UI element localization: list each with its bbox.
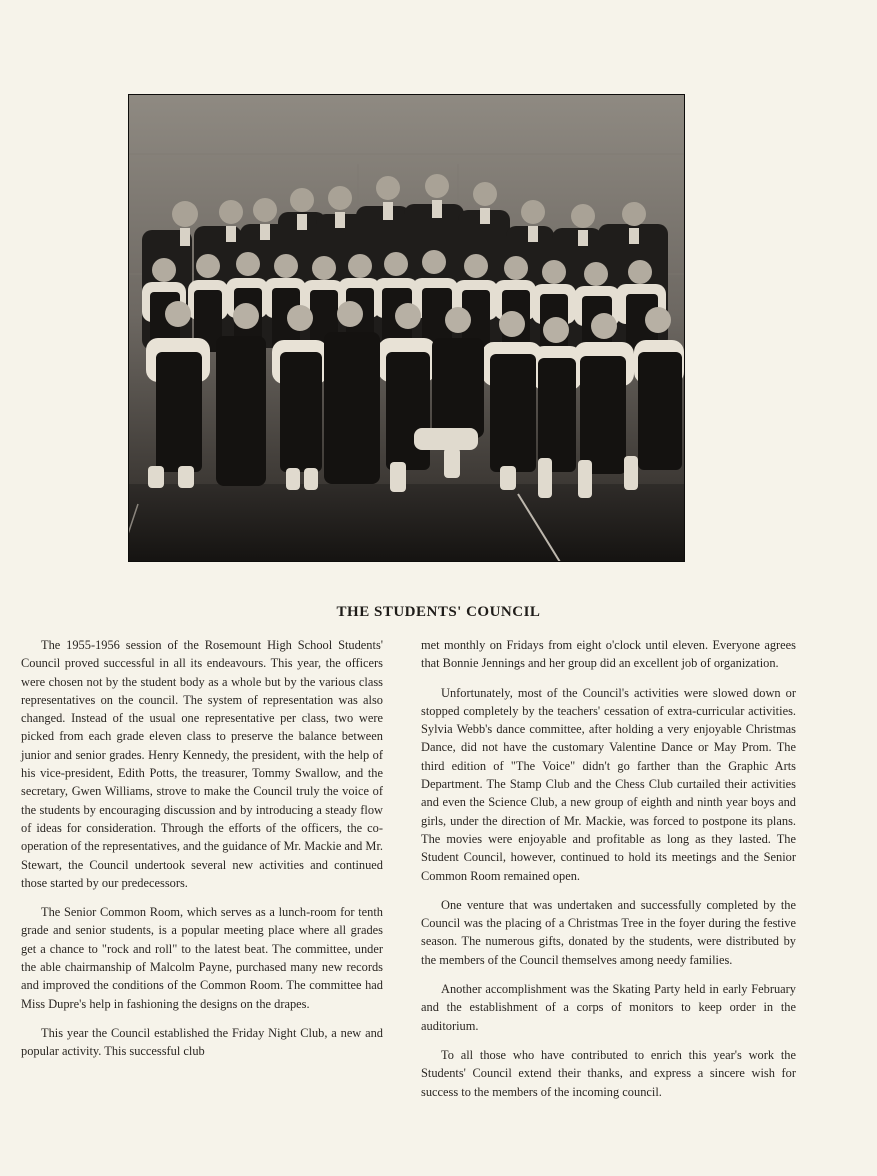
paragraph: The 1955-1956 session of the Rosemount High School Students' Council proved successful in all its endeavours. This year, the officers were chosen not by the student body as a whole but by the various class representatives on the council. The system of representation was also changed. Instead of the usual one representative per class, two were picked from each grade eleven class to preserve the balance between junior and senior grades. Henry Kennedy, the president, with the help of his vice-president, Edith Potts, the treasurer, Tommy Swallow, and the secretary, Gwen Williams, strove to make the Council truly the voice of the students by encouraging discussion and by introducing a steady flow of ideas for consideration. Through the efforts of the officers, the co-operation of the representatives, and the guidance of Mr. Mackie and Mr. Stewart, the Council undertook several new activities and continued those started by our predecessors.	[21, 638, 383, 890]
right-column	[421, 636, 796, 1112]
paragraph: Another accomplishment was the Skating Party held in early February and the establishment of a corps of monitors to keep order in the auditorium.	[421, 982, 796, 1033]
paragraph: This year the Council established the Friday Night Club, a new and popular activity. This successful club	[21, 1025, 383, 1059]
paragraph: One venture that was undertaken and successfully completed by the Council was the placing of a Christmas Tree in the foyer during the festive season. The numerous gifts, donated by the students, were distributed by the members of the Council themselves among needy families.	[421, 897, 796, 967]
article-title: THE STUDENTS' COUNCIL	[336, 604, 541, 620]
paragraph: The Senior Common Room, which serves as a lunch-room for tenth grade and senior students, is a popular meeting place where all grades get a chance to "rock and roll" to the latest beat. The committee, under the able chairmanship of Malcolm Payne, purchased many new records and improved the conditions of the Common Room. The committee had Miss Dupre's help in fashioning the designs on the drapes.	[21, 905, 383, 1011]
paragraph: Unfortunately, most of the Council's activities were slowed down or stopped completely by the teachers' cessation of extra-curricular activities. Sylvia Webb's dance committee, after holding a very enjoyable Christmas Dance, did not have the customary Valentine Dance or May Prom. The third edition of "The Voice" didn't go farther than the Graphic Arts Department. The Stamp Club and the Chess Club curtailed their activities and even the Science Club, a new group of eighth and ninth year boys and girls, under the direction of Mr. Mackie, was forced to postpone its plans. The movies were enjoyable and profitable as long as they lasted. The Student Council, however, continued to hold its meetings and the Senior Common Room remained open.	[421, 685, 796, 883]
group-photo-icon	[128, 94, 685, 562]
paragraph: met monthly on Fridays from eight o'clock until eleven. Everyone agrees that Bonnie Jennings and her group did an excellent job of organization.	[421, 638, 796, 671]
group-photo	[128, 94, 685, 562]
paragraph: To all those who have contributed to enrich this year's work the Students' Council extend their thanks, and express a sincere wish for success to the members of the incoming council.	[421, 1047, 796, 1099]
left-column	[21, 636, 383, 1072]
